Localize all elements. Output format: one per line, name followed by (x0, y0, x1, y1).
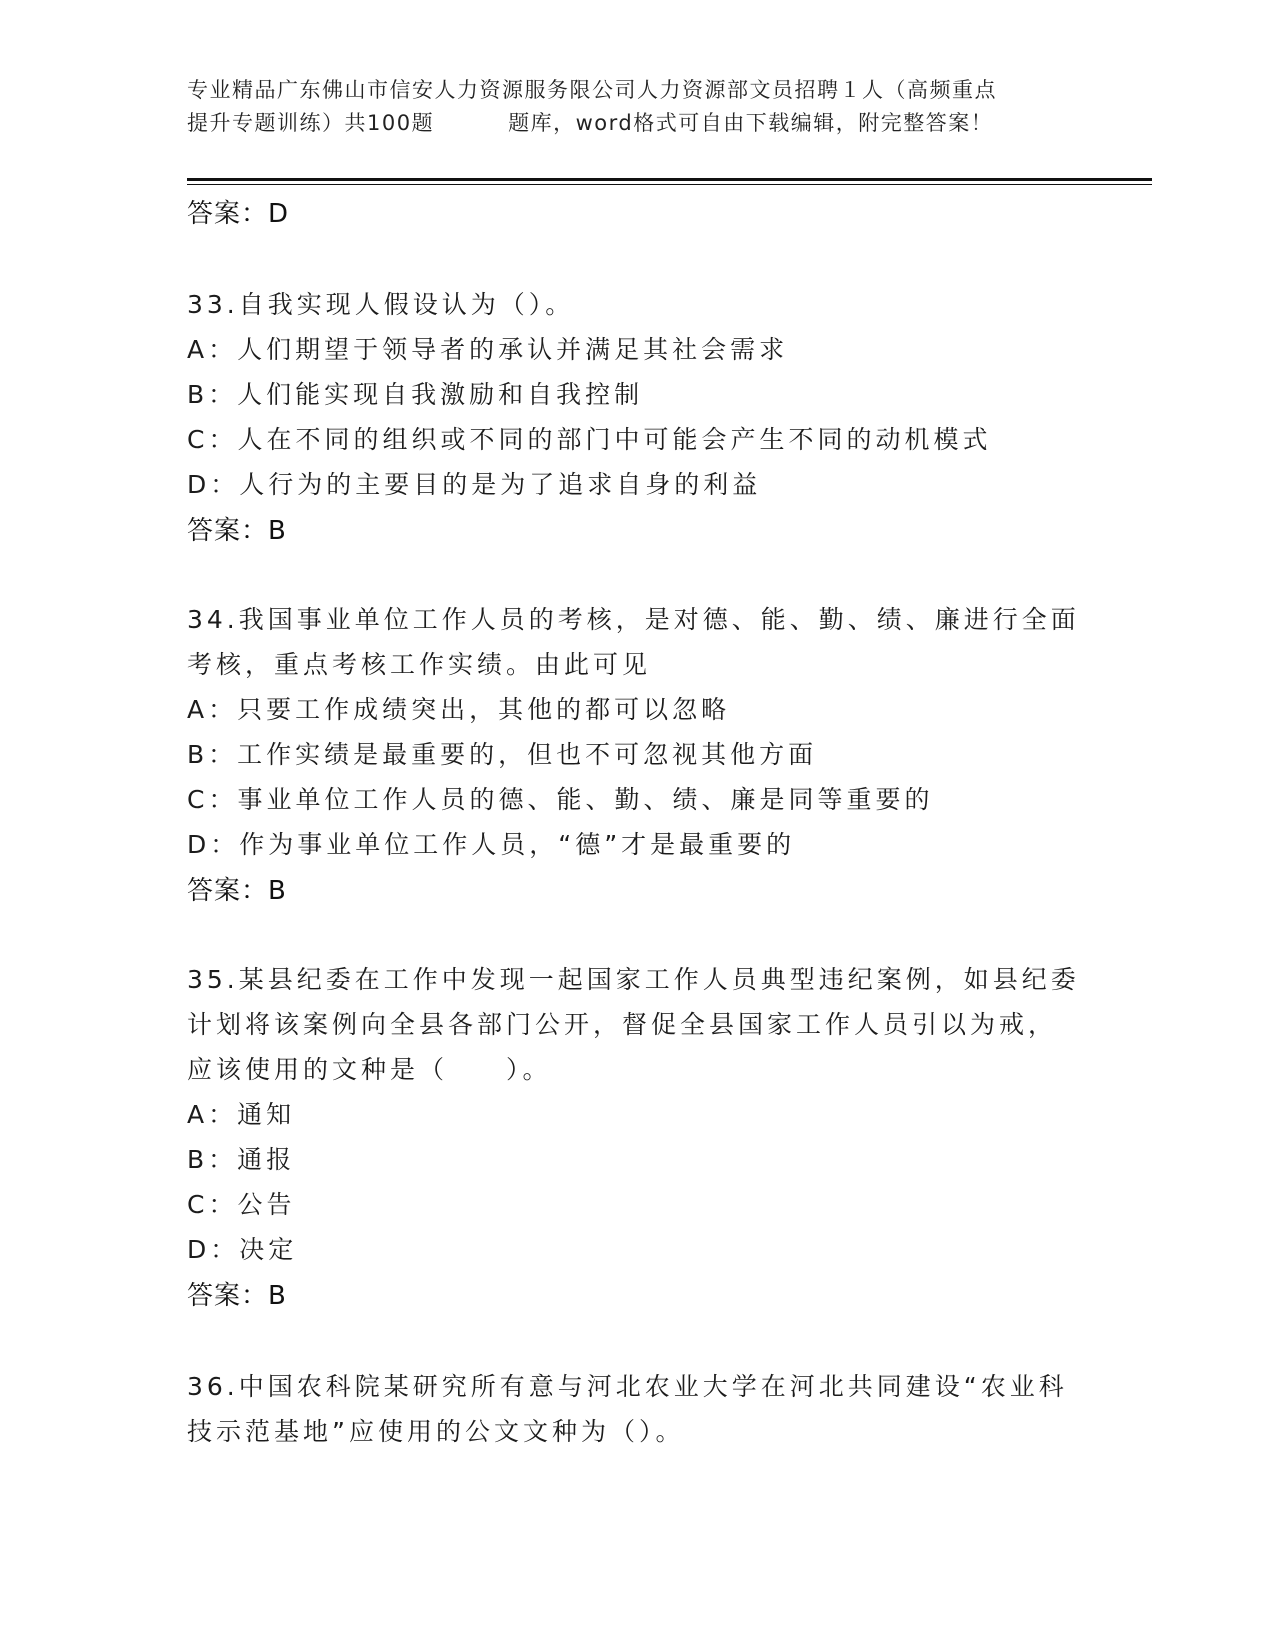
document-header (187, 74, 1087, 140)
q35-option-a: A：通知 (187, 1100, 296, 1129)
q34-option-a: A：只要工作成绩突出，其他的都可以忽略 (187, 695, 731, 724)
q33-option-c: C：人在不同的组织或不同的部门中可能会产生不同的动机模式 (187, 425, 992, 454)
header-line-1: 专业精品广东佛山市信安人力资源服务限公司人力资源部文员招聘１人（高频重点 (187, 78, 997, 102)
q35-option-d: D：决定 (187, 1235, 298, 1264)
q34-answer: 答案：B (187, 876, 287, 906)
q33-option-d: D：人行为的主要目的是为了追求自身的利益 (187, 470, 762, 499)
q35-option-c: C：公告 (187, 1190, 296, 1219)
q35-answer: 答案：B (187, 1281, 287, 1311)
q34-option-d: D：作为事业单位工作人员，“德”才是最重要的 (187, 830, 796, 859)
q34-option-c: C：事业单位工作人员的德、能、勤、绩、廉是同等重要的 (187, 785, 934, 814)
q36-stem-line-1: 36.中国农科院某研究所有意与河北农业大学在河北共同建设“农业科 (187, 1372, 1068, 1401)
q33-answer: 答案：B (187, 516, 287, 546)
q34-stem-line-2: 考核，重点考核工作实绩。由此可见 (187, 650, 652, 679)
q35-stem-line-3: 应该使用的文种是（ ）。 (187, 1055, 552, 1084)
q34-stem-line-1: 34.我国事业单位工作人员的考核，是对德、能、勤、绩、廉进行全面 (187, 605, 1080, 634)
q36-stem-line-2: 技示范基地”应使用的公文文种为（）。 (187, 1417, 685, 1446)
q34-option-b: B：工作实绩是最重要的，但也不可忽视其他方面 (187, 740, 818, 769)
q33-stem: 33.自我实现人假设认为（）。 (187, 290, 575, 319)
header-line-2 (187, 107, 1087, 140)
header-line-2-part-2: 题库，word格式可自由下载编辑，附完整答案！ (508, 111, 994, 135)
q33-option-b: B：人们能实现自我激励和自我控制 (187, 380, 644, 409)
header-divider-thin (187, 184, 1152, 185)
q35-stem-line-1: 35.某县纪委在工作中发现一起国家工作人员典型违纪案例，如县纪委 (187, 965, 1080, 994)
answer-previous: 答案：D (187, 199, 290, 229)
q33-option-a: A：人们期望于领导者的承认并满足其社会需求 (187, 335, 789, 364)
header-divider-thick (187, 178, 1152, 181)
q35-option-b: B：通报 (187, 1145, 296, 1174)
header-line-2-part-1: 提升专题训练）共100题 (187, 111, 435, 135)
q35-stem-line-2: 计划将该案例向全县各部门公开，督促全县国家工作人员引以为戒， (187, 1010, 1058, 1039)
